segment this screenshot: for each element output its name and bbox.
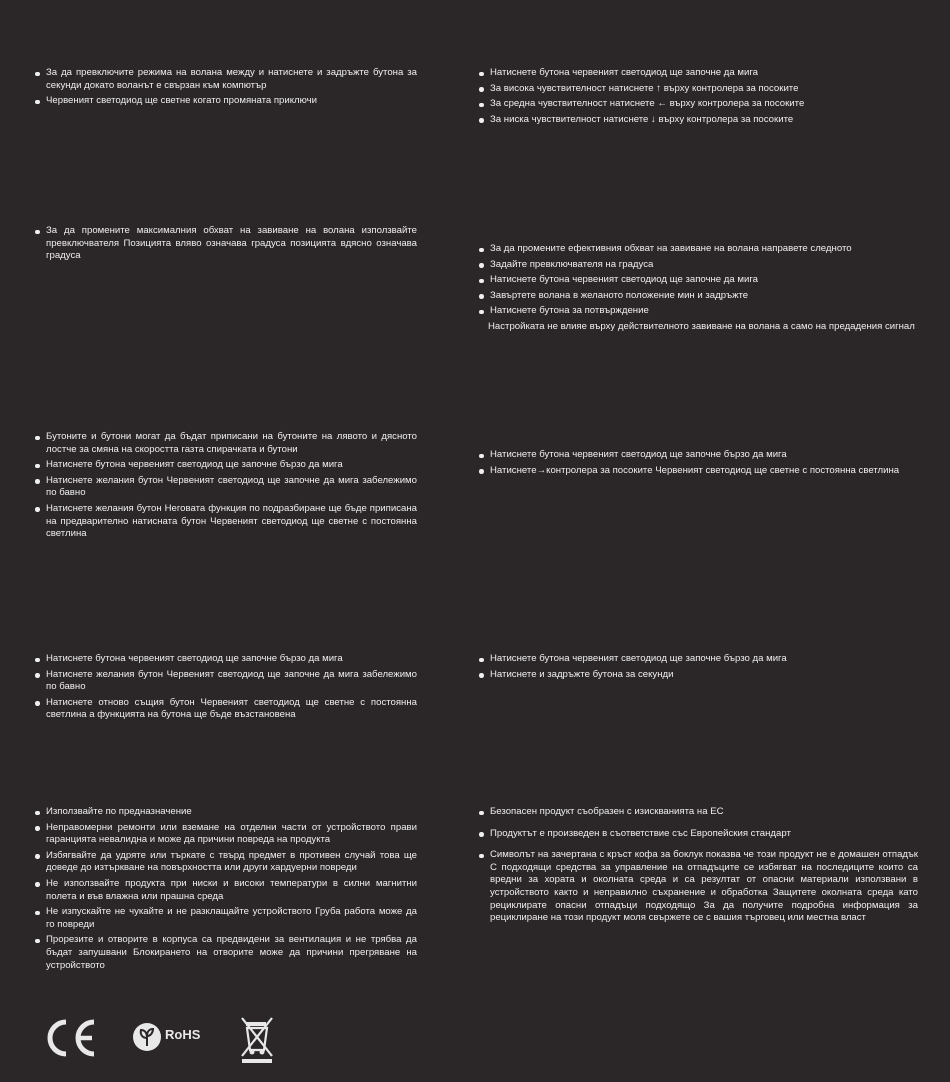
list-item: Натиснете бутона за потвърждение bbox=[478, 305, 918, 318]
rotation-range-section bbox=[34, 225, 417, 266]
certification-logos bbox=[44, 1012, 284, 1064]
list-item: За висока чувствителност натиснете ↑ върху контролера за посоките bbox=[478, 83, 918, 96]
safety-section bbox=[34, 806, 417, 975]
sensitivity-section bbox=[478, 67, 918, 129]
list-item: Не изпускайте не чукайте и не разклащайте устройството Груба работа може да го повреди bbox=[34, 906, 417, 931]
list-item: Натиснете→контролера за посоките Червеният светодиод ще светне с постоянна светлина bbox=[478, 465, 918, 478]
list-item: Прорезите и отворите в корпуса са предвидени за вентилация и не трябва да бъдат запушвани Блокирането на отворите може да причини прегряване на устройството bbox=[34, 934, 417, 972]
list-item: Натиснете и задръжте бутона за секунди bbox=[478, 669, 918, 682]
list-item: За да промените ефективния обхват на завиване на волана направете следното bbox=[478, 243, 918, 256]
ce-mark-icon bbox=[44, 1018, 98, 1058]
list-item: Натиснете бутона червеният светодиод ще започне бързо да мига bbox=[478, 449, 918, 462]
list-item: Бутоните и бутони могат да бъдат приписани на бутоните на лявото и дясното лостче за смяна на скоростта газта спирачката и бутони bbox=[34, 431, 417, 456]
leaf-icon bbox=[132, 1022, 162, 1052]
list-item: Продуктът е произведен в съответствие със Европейския стандарт bbox=[478, 828, 918, 841]
weee-bin-icon bbox=[236, 1012, 280, 1064]
list-item: Натиснете бутона червеният светодиод ще започне да мига bbox=[478, 67, 918, 80]
list-item: Завъртете волана в желаното положение мин и задръжте bbox=[478, 290, 918, 303]
list-item: Безопасен продукт съобразен с изискванията на ЕС bbox=[478, 806, 918, 819]
compliance-section bbox=[478, 806, 918, 928]
button-reset-section bbox=[34, 653, 417, 725]
list-item: Използвайте по предназначение bbox=[34, 806, 417, 819]
full-reset-section bbox=[478, 653, 918, 684]
list-item: Не използвайте продукта при ниски и високи температури в силни магнитни полета и във влажна или прашна среда bbox=[34, 878, 417, 903]
list-item: Избягвайте да удряте или търкате с твърд предмет в противен случай това ще доведе до изтъркване на повърхността или други хардуерни повреди bbox=[34, 850, 417, 875]
list-item: Натиснете желания бутон Червеният светодиод ще започне да мига забележимо по бавно bbox=[34, 669, 417, 694]
list-item: Символът на зачертана с кръст кофа за боклук показва че този продукт не е домашен отпадък С подходящи средства за управление на отпадъците се избягват на последиците които са вредни за хората и околната среда и са резултат от опасни материали използвани в устройството както и неправилно съхранение и обработка Защитете околната среда като рециклирате опасни отпадъци подходящо За да получите подробна информация за рециклиране на този продукт моля свържете се с вашия търговец или местна власт bbox=[478, 849, 918, 925]
list-item: Натиснете бутона червеният светодиод ще започне бързо да мига bbox=[34, 459, 417, 472]
rohs-label: RoHS bbox=[165, 1027, 201, 1042]
list-item: За ниска чувствителност натиснете ↓ върху контролера за посоките bbox=[478, 114, 918, 127]
list-item: Задайте превключвателя на градуса bbox=[478, 259, 918, 272]
rohs-badge bbox=[132, 1022, 212, 1052]
dpad-mapping-section bbox=[478, 449, 918, 480]
list-item: Натиснете желания бутон Червеният светодиод ще започне да мига забележимо по бавно bbox=[34, 475, 417, 500]
list-item: За да промените максималния обхват на завиване на волана използвайте превключвателя Позицията вляво означава градуса позицията вдясно означава градуса bbox=[34, 225, 417, 263]
list-item: Натиснете бутона червеният светодиод ще започне да мига bbox=[478, 274, 918, 287]
mode-switch-section bbox=[34, 67, 417, 111]
list-item: Натиснете отново същия бутон Червеният светодиод ще светне с постоянна светлина а функцията на бутона ще бъде възстановена bbox=[34, 697, 417, 722]
list-item: Червеният светодиод ще светне когато промяната приключи bbox=[34, 95, 417, 108]
list-item: Натиснете желания бутон Неговата функция по подразбиране ще бъде приписана на предварително натисната бутон Червеният светодиод ще светне с постоянна светлина bbox=[34, 503, 417, 541]
list-item: За да превключите режима на волана между и натиснете и задръжте бутона за секунди докато воланът е свързан към компютър bbox=[34, 67, 417, 92]
button-mapping-section bbox=[34, 431, 417, 544]
list-item: Неправомерни ремонти или вземане на отделни части от устройството прави гаранцията невалидна и може да причини повреда на продукта bbox=[34, 822, 417, 847]
list-item: За средна чувствителност натиснете ← върху контролера за посоките bbox=[478, 98, 918, 111]
list-item: Натиснете бутона червеният светодиод ще започне бързо да мига bbox=[478, 653, 918, 666]
effective-rotation-section bbox=[478, 243, 918, 334]
list-item: Натиснете бутона червеният светодиод ще започне бързо да мига bbox=[34, 653, 417, 666]
settings-note: Настройката не влияе върху действителното завиване на волана а само на предадения сигнал bbox=[488, 320, 915, 332]
